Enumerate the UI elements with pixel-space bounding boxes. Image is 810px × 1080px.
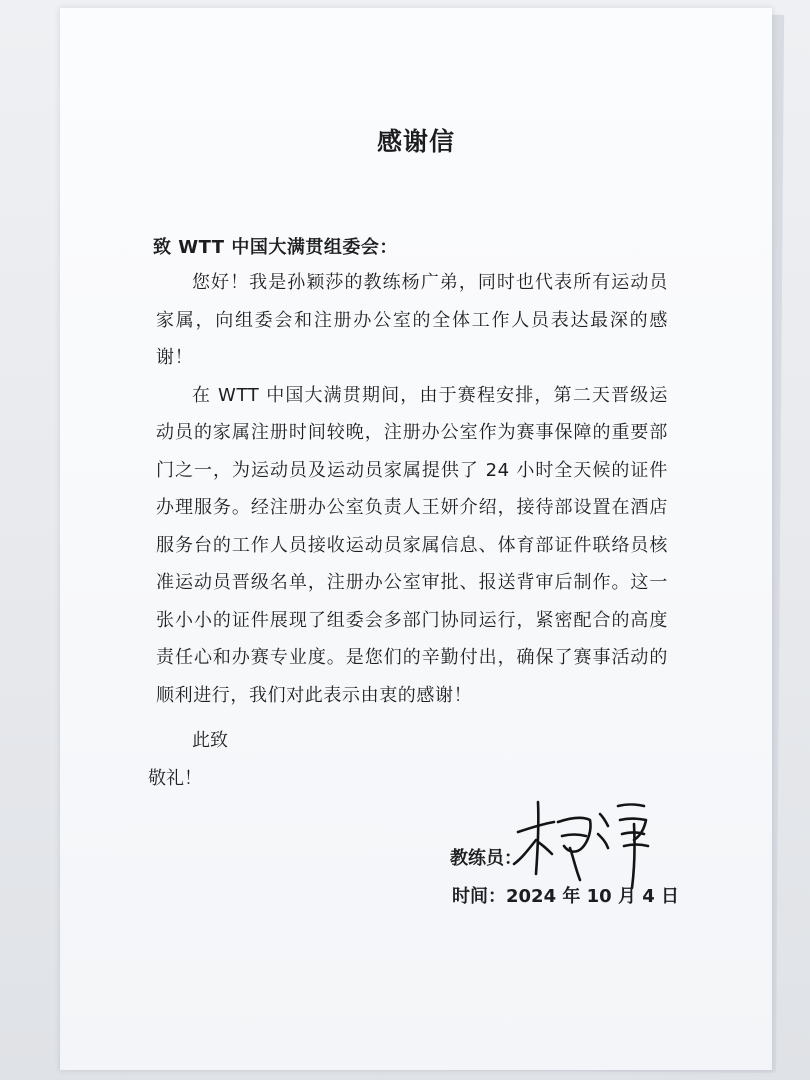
handwritten-signature [508,784,658,894]
letter-body [156,264,668,714]
letter-closing: 此致 [192,730,228,751]
letter-title: 感谢信 [376,127,455,156]
letter-date: 时间：2024 年 10 月 4 日 [452,886,680,907]
letter-regards: 敬礼！ [148,768,202,789]
paragraph-greeting: 您好！我是孙颖莎的教练杨广弟，同时也代表所有运动员家属，向组委会和注册办公室的全体工作人员表达最深的感谢！ [156,272,668,368]
letter-sheet [60,8,772,1070]
paragraph-main: 在 WTT 中国大满贯期间，由于赛程安排，第二天晋级运动员的家属注册时间较晚，注册办公室作为赛事保障的重要部门之一，为运动员及运动员家属提供了 24 小时全天候的证件办理服务。经注册办公室负责人王妍介绍，接待部设置在酒店服务台的工作人员接收运动员家属信息、体育部证件联络员核准运动员晋级名单，注册办公室审批、报送背审后制作。这一张小小的证件展现了组委会多部门协同运行，紧密配合的高度责任心和办赛专业度。是您们的辛勤付出，确保了赛事活动的顺利进行，我们对此表示由衷的感谢！ [156,384,668,706]
coach-label: 教练员： [450,848,522,869]
letter-salutation: 致 WTT 中国大满贯组委会： [153,237,398,258]
